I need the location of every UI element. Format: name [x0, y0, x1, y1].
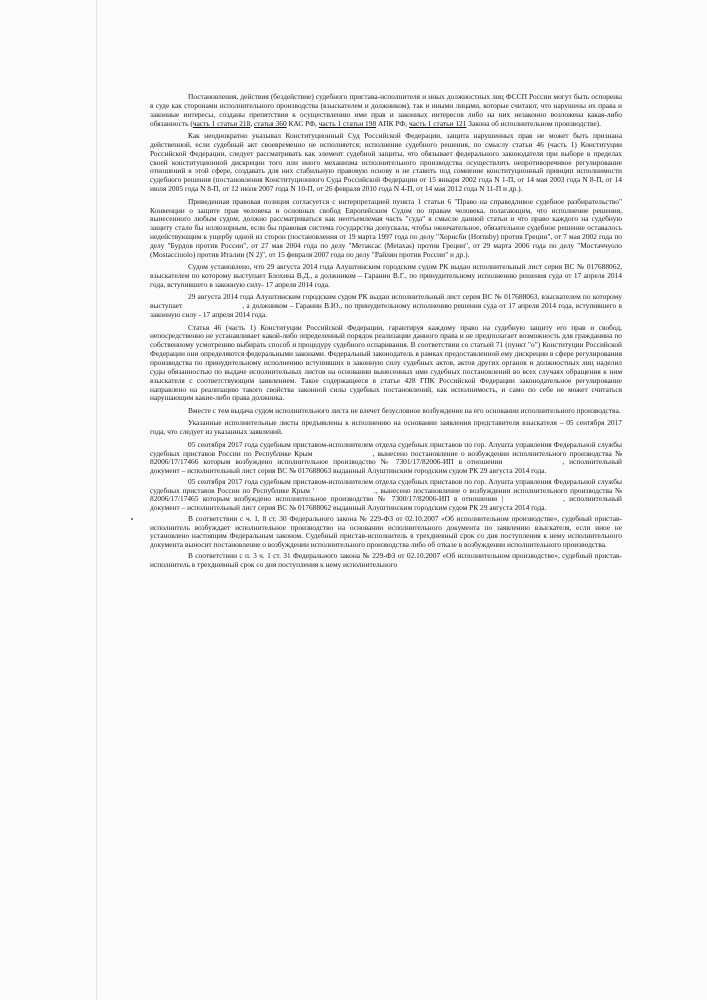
paragraph-3: Приведенная правовая позиция согласуется с интерпретацией пункта 1 статьи 6 "Право на справедливое судебное разбирательство" Конвенции о защите прав человека и основных свобод Европейским Судом по правам человека, полагающим, что исполнение решения, вынесенного любым судом, должно рассматриваться как неотъемлемая часть "суда" в смысле данной статьи и что право каждого на судебную защиту стало бы иллюзорным, если бы правовая система государства допускала, чтобы окончательное, обязательное судебное решение оставалось недействующим к ущербу одной из сторон (постановления от 19 марта 1997 года по делу "Хорнсби (Hornsby) против Греции", от 7 мая 2002 года по делу "Бурдов против России", от 27 мая 2004 года по делу "Метаксас (Metaxas) против Греции", от 29 марта 2006 года по делу "Мостаччуоло (Mostacciuolo) против Италии (N 2)", от 15 февраля 2007 года по делу "Райлян против России" и др.). — [150, 196, 622, 259]
paragraph-7: Вместе с тем выдача судом исполнительного листа не влечет безусловное возбуждение на его основании исполнительного производства. — [188, 405, 621, 415]
paragraph-8: Указанные исполнительные листы предъявлены к исполнению на основании заявления представителя взыскателя – 05 сентября 2017 года, что следует из указанных заявлений. — [150, 418, 622, 437]
paragraph-1: Постановления, действия (бездействие) судебного пристава-исполнителя и иных должностных лиц ФССП России могут быть оспорены в суде как сторонами исполнительного производства (взыскателем и должником), так и иными лицами, которые считают, что нарушены их права и законные интересы, созданы препятствия к осуществлению ими прав и законных интересов либо на них незаконно возложена какая-либо обязанность (часть 1 статьи 218, статья 360 КАС РФ, часть 1 статьи 198 АПК РФ, часть 1 статьи 121 Закона об исполнительном производстве). — [150, 92, 622, 128]
law-link-kas-360[interactable]: статья 360 — [254, 118, 287, 128]
paragraph-9: 05 сентября 2017 года судебным приставом-исполнителем отдела судебных приставов по гор. Алушта управления Федеральной службы судебных приставов России по Республике Крым , вынесено постановление о возбуждении исполнительного производства № 82006/17/17466 которым возбуждено исполнительное производство № 7301/17/82006-ИП в отношении , исполнительный документ – исполнительный лист серия ВС № 017688063 выданный Алуштинским городским судом РК 29 августа 2014 года. — [150, 439, 623, 476]
scan-dot-artifact — [131, 518, 133, 520]
law-link-apk-198[interactable]: часть 1 статьи 198 — [318, 118, 377, 128]
paragraph-2: Как неоднократно указывал Конституционный Суд Российской Федерации, защита нарушенных прав не может быть признана действенной, если судебный акт своевременно не исполняется; исполнение судебного решения, по смыслу статьи 46 (часть 1) Конституции Российской Федерации, следует рассматривать как элемент судебной защиты, что обязывает федерального законодателя при выборе в пределах своей конституционной дискреции того или иного механизма исполнительного производства осуществлять непротиворечивое регулирование отношений в этой сфере, создавать для них стабильную правовую основу и не ставить под сомнение конституционный принцип исполнимости судебного решения (постановления Конституционного Суда Российской Федерации от 15 января 2002 года N 1-П, от 14 мая 2003 года N 8-П, от 14 июля 2005 года N 8-П, от 12 июля 2007 года N 10-П, от 26 февраля 2010 года N 4-П, от 14 мая 2012 года N 11-П и др.). — [150, 131, 622, 194]
document-body — [150, 93, 622, 571]
paragraph-4: Судом установлено, что 29 августа 2014 года Алуштинским городским судом РК выдан исполнительный лист серия ВС № 017688062, взыскателем по которому выступает Блохина В.Д., а должником – Гаранин В.Г., по принудительному исполнению решения суда от 17 апреля 2014 года, вступившего в законную силу- 17 апреля 2014 года. — [150, 262, 622, 289]
paragraph-1-text: Постановления, действия (бездействие) судебного пристава-исполнителя и иных должностных лиц ФССП России могут быть оспорены в суде как сторонами исполнительного производства (взыскателем и должником), так и иными лицами, которые считают, что нарушены их права и законные интересы, созданы препятствия к осуществлению ими прав и законных интересов либо на них незаконно возложена какая-либо обязанность ( — [150, 92, 622, 128]
law-link-fz-121[interactable]: часть 1 статьи 121 — [408, 118, 467, 128]
page-edge-shadow — [96, 0, 97, 1000]
paragraph-11: В соответствии с ч. 1, 8 ст. 30 Федерального закона № 229-ФЗ от 02.10.2007 «Об исполнительном производстве», судебный пристав-исполнитель возбуждает исполнительное производство на основании исполнительного документа по заявлению взыскателя, если иное не установлено настоящим Федеральным законом. Судебный пристав-исполнитель в трехдневный срок со дня поступления к нему исполнительного документа выносит постановление о возбуждении исполнительного производства либо об отказе в возбуждении исполнительного производства. — [150, 513, 622, 550]
paragraph-6: Статья 46 (часть 1) Конституции Российской Федерации, гарантируя каждому право на судебную защиту его прав и свобод, непосредственно не устанавливает какой-либо определенный порядок реализации данного права и не предполагает возможность для гражданина по собственному усмотрению выбирать способ и процедуру судебного оспаривания. В соответствии со статьей 71 (пункт "о") Конституции Российской Федерации они определяются федеральными законами. Федеральный законодатель в рамках предоставленной ему дискреции в сфере регулирования производства по принудительному исполнению вступивших в законную силу судебных актов, актов других органов и должностных лиц наделил суды обязанностью по выдаче исполнительных листов на основании вынесенных ими судебных постановлений во всех случаях обращения к ним взыскателя с соответствующим заявлением. Такое содержащееся в статье 428 ГПК Российской Федерации законодательное регулирование направлено на реализацию такого свойства законной силы судебных постановлений, как исполнимость, и само по себе не может считаться нарушающим какие-либо права должника. — [150, 322, 622, 403]
paragraph-12: В соответствии с п. 3 ч. 1 ст. 31 Федерального закона № 229-ФЗ от 02.10.2007 «Об исполнительном производстве», судебный пристав-исполнитель в трехдневный срок со дня поступления к нему исполнительного — [150, 550, 622, 569]
paragraph-10: 05 сентября 2017 года судебным приставом-исполнителем отдела судебных приставов по гор. Алушта управления Федеральной службы судебных приставов России по Республике Крым ' ., вынесено постановление о возбуждении исполнительного производства № 82006/17/17465 которым возбуждено исполнительное производство № 7300/17/82006-ИП в отношении | , исполнительный документ – исполнительный лист серия ВС № 017688062 выданный Алуштинским городским судом РК 29 августа 2014 года. — [150, 476, 623, 513]
paragraph-5: 29 августа 2014 года Алуштинским городским судом РК выдан исполнительный лист серия ВС № 017688063, взыскателем по которому выступает , а должником – Гаранин В.Ю., по принудительному исполнению решения суда от 17 апреля 2014 года, вступившего в законную силу - 17 апреля 2014 года. — [150, 292, 622, 320]
law-link-kas-218[interactable]: часть 1 статьи 218 — [192, 118, 251, 128]
